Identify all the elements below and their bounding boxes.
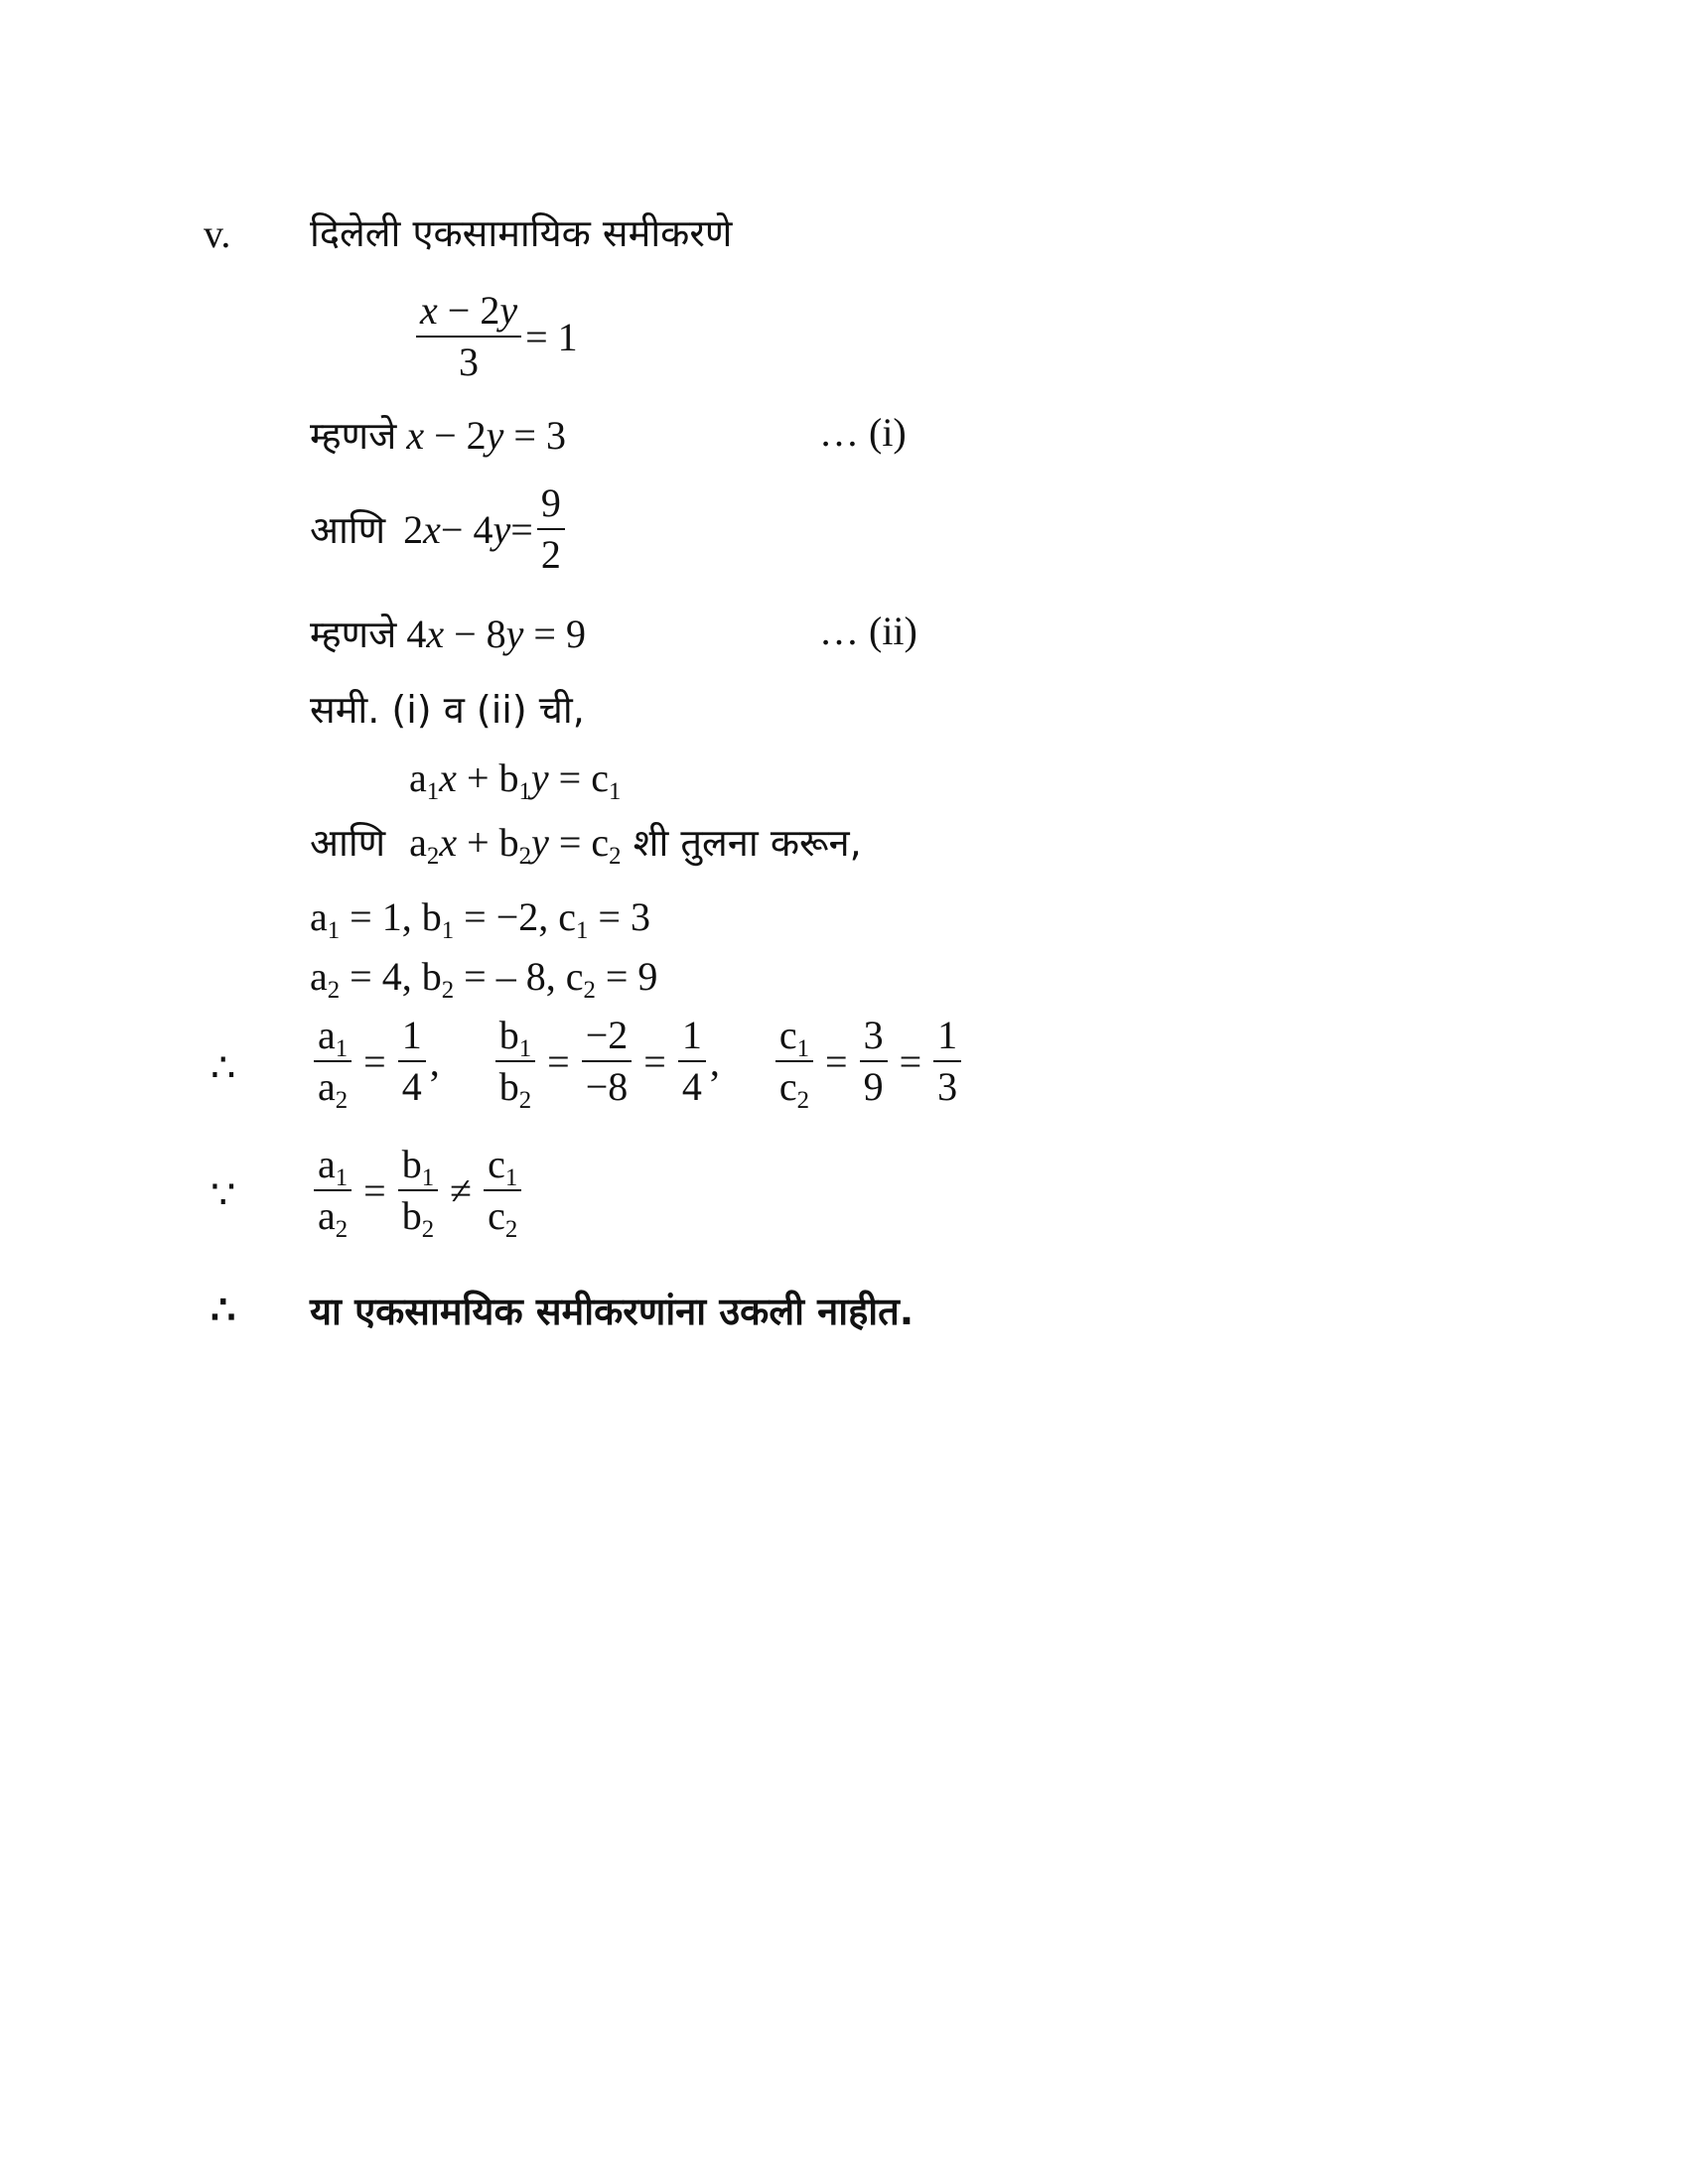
- denominator: 4: [401, 1064, 422, 1109]
- subscript: 1: [327, 916, 341, 944]
- equals-sign: =: [899, 1038, 922, 1084]
- subscript: 2: [335, 1215, 349, 1243]
- equals-sign: =: [363, 1167, 386, 1213]
- op-text: − 4: [440, 506, 493, 552]
- equals-sign: =: [547, 1038, 570, 1084]
- fraction-c1-c2-b: [484, 1142, 521, 1243]
- fraction-a1-a2-b: [314, 1142, 352, 1243]
- numerator: 1: [398, 1015, 426, 1062]
- denominator: −8: [585, 1064, 629, 1109]
- fraction-three-ninth: [860, 1015, 888, 1108]
- subscript: 2: [518, 842, 532, 870]
- because-row: [310, 1142, 525, 1243]
- numerator: −2: [582, 1015, 633, 1062]
- fraction-a1-a2: [314, 1013, 352, 1114]
- standard-form-1: [409, 754, 622, 805]
- coef-c: c: [488, 1193, 505, 1238]
- var-y: y: [531, 820, 549, 865]
- fraction-one-third: [933, 1015, 961, 1108]
- denominator: 4: [681, 1064, 702, 1109]
- word-aani: आणि: [310, 821, 386, 865]
- coef-b: b: [401, 1193, 422, 1238]
- equals-sign: =: [643, 1038, 666, 1084]
- coef-a: a: [318, 1193, 336, 1238]
- equation-aani: [310, 482, 569, 576]
- subscript: 2: [796, 1086, 809, 1114]
- var-y: y: [505, 612, 524, 656]
- tag-i: … (i): [819, 410, 907, 455]
- equals-sign: =: [825, 1038, 848, 1084]
- op-text: − 8: [444, 612, 506, 656]
- fraction-neg2-neg8: [582, 1015, 633, 1108]
- var-y: y: [492, 506, 511, 552]
- subscript: 1: [796, 1034, 809, 1062]
- comma: ,: [429, 1038, 440, 1084]
- denominator: 3: [937, 1064, 958, 1109]
- var-x: x: [439, 820, 458, 865]
- subscript: 1: [426, 777, 440, 805]
- word-mhanje: म्हणजे: [310, 414, 397, 458]
- subscript: 1: [335, 1163, 349, 1191]
- numerator: 3: [860, 1015, 888, 1062]
- subscript: 1: [576, 916, 589, 944]
- rhs: = 1: [525, 314, 578, 359]
- coef-values: = 3: [588, 894, 650, 939]
- equals-sign: =: [363, 1038, 386, 1084]
- equation-first: [412, 290, 578, 383]
- not-equal-sign: ≠: [450, 1167, 473, 1213]
- equals-sign: =: [510, 506, 533, 552]
- rhs: = 9: [523, 612, 586, 656]
- coef-b: b: [498, 1064, 519, 1109]
- fraction-b1-b2-b: [398, 1142, 438, 1243]
- subscript: 2: [583, 976, 596, 1004]
- subscript: 2: [426, 842, 440, 870]
- coef-c: c: [488, 1142, 505, 1186]
- coef-values: = 9: [595, 954, 658, 999]
- rhs: = 3: [503, 413, 566, 458]
- coef-a: a: [310, 894, 328, 939]
- coef-values: = 1, b: [340, 894, 442, 939]
- var-y: y: [530, 755, 549, 800]
- fraction-b1-b2: [495, 1013, 535, 1114]
- fraction-nine-half: [537, 482, 565, 576]
- numerator: 9: [537, 482, 565, 530]
- coefficients-2: [310, 953, 658, 1004]
- subscript: 2: [504, 1215, 518, 1243]
- subscript: 1: [608, 777, 622, 805]
- op-text: − 2: [424, 413, 487, 458]
- subscript: 1: [504, 1163, 518, 1191]
- op-text: − 2: [437, 288, 500, 333]
- var-x: x: [426, 612, 445, 656]
- ratios-row: [310, 1013, 965, 1114]
- subscript: 2: [421, 1215, 435, 1243]
- subscript: 2: [518, 1086, 532, 1114]
- coef-c: = c: [548, 755, 609, 800]
- coef-b: + b: [456, 755, 519, 800]
- subscript: 1: [421, 1163, 435, 1191]
- equation-i: [310, 409, 566, 461]
- compare-intro: समी. (i) व (ii) ची,: [310, 688, 585, 732]
- fraction-one-fourth: [398, 1015, 426, 1108]
- coef-b: b: [401, 1142, 422, 1186]
- coef-values: = – 8, c: [454, 954, 584, 999]
- conclusion-text: या एकसामयिक समीकरणांना उकली नाहीत.: [310, 1290, 914, 1333]
- var-x: x: [439, 755, 457, 800]
- coefficients-1: [310, 893, 650, 944]
- numerator: 1: [933, 1015, 961, 1062]
- coef-values: = 4, b: [340, 954, 442, 999]
- coef-a: a: [409, 820, 427, 865]
- subscript: 2: [441, 976, 455, 1004]
- var-x: x: [420, 288, 438, 333]
- coefficient: 4: [406, 612, 427, 656]
- numerator: 1: [678, 1015, 706, 1062]
- subscript: 1: [518, 777, 531, 805]
- var-x: x: [423, 506, 441, 552]
- coef-c: c: [778, 1064, 797, 1109]
- word-mhanje: म्हणजे: [310, 613, 397, 656]
- coef-a: a: [310, 954, 328, 999]
- coef-a: a: [318, 1064, 336, 1109]
- subscript: 1: [518, 1034, 532, 1062]
- coef-a: a: [318, 1013, 336, 1057]
- coef-b: + b: [457, 820, 519, 865]
- coef-b: b: [498, 1013, 519, 1057]
- intro-text: दिलेली एकसामायिक समीकरणे: [310, 211, 733, 255]
- word-aani: आणि: [310, 508, 386, 552]
- subscript: 1: [441, 916, 455, 944]
- therefore-symbol-2: ∴: [211, 1288, 236, 1332]
- var-y: y: [486, 413, 504, 458]
- comma: ,: [709, 1038, 720, 1084]
- fraction-one-fourth-b: [678, 1015, 706, 1108]
- compare-tail: शी तुलना करून,: [621, 821, 862, 865]
- denominator: 2: [540, 532, 561, 577]
- fraction-first: [416, 290, 521, 383]
- subscript: 2: [335, 1086, 349, 1114]
- var-y: y: [499, 288, 518, 333]
- var-x: x: [406, 413, 425, 458]
- coef-values: = −2, c: [454, 894, 577, 939]
- subscript: 2: [609, 842, 622, 870]
- coef-c: = c: [548, 820, 610, 865]
- coefficient: 2: [403, 506, 424, 552]
- therefore-symbol-1: ∴: [211, 1045, 236, 1090]
- item-label: v.: [204, 211, 231, 256]
- because-symbol: ∵: [211, 1172, 236, 1217]
- denominator: 9: [863, 1064, 884, 1109]
- coef-a: a: [409, 755, 427, 800]
- subscript: 2: [327, 976, 341, 1004]
- coef-a: a: [318, 1142, 336, 1186]
- fraction-c1-c2: [775, 1013, 813, 1114]
- equation-ii: [310, 608, 586, 659]
- tag-ii: … (ii): [819, 609, 917, 653]
- standard-form-2: [310, 816, 862, 868]
- subscript: 1: [335, 1034, 349, 1062]
- coef-c: c: [778, 1013, 797, 1057]
- denominator: 3: [459, 340, 480, 384]
